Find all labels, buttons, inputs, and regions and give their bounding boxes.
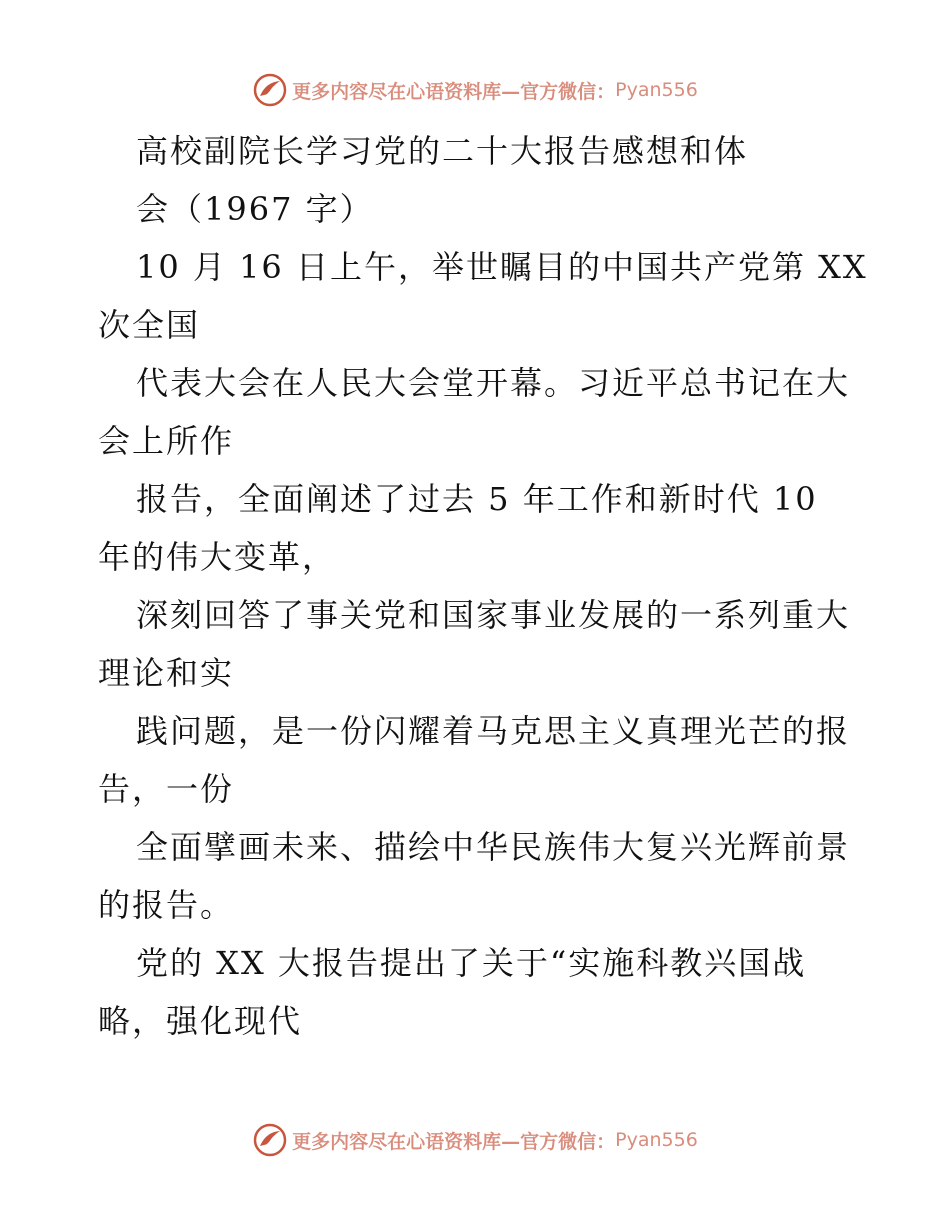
header-watermark <box>0 70 950 110</box>
paragraph-line: 报告，全面阐述了过去 5 年工作和新时代 10 <box>136 480 818 518</box>
title-line-2: 会（1967 字） <box>136 190 374 228</box>
paragraph-line: 告，一份 <box>98 770 235 808</box>
paragraph-line: 践问题，是一份闪耀着马克思主义真理光芒的报 <box>136 712 851 750</box>
watermark-logo-icon <box>252 1122 288 1158</box>
paragraph-line: 略，强化现代 <box>98 1002 303 1040</box>
paragraph-line: 次全国 <box>98 306 201 344</box>
watermark-wechat-id: Pyan556 <box>615 79 698 101</box>
watermark-text: 更多内容尽在心语资料库—官方微信： <box>292 1130 616 1153</box>
paragraph-line: 理论和实 <box>98 654 235 692</box>
watermark-text: 更多内容尽在心语资料库—官方微信： <box>292 80 616 103</box>
title-line-1: 高校副院长学习党的二十大报告感想和体 <box>136 132 749 170</box>
watermark-wechat-id: Pyan556 <box>615 1129 698 1151</box>
paragraph-line: 党的 XX 大报告提出了关于“实施科教兴国战 <box>136 944 807 982</box>
paragraph-line: 全面擘画未来、描绘中华民族伟大复兴光辉前景 <box>136 828 851 866</box>
paragraph-line: 的报告。 <box>98 886 235 924</box>
paragraph-line: 深刻回答了事关党和国家事业发展的一系列重大 <box>136 596 851 634</box>
footer-watermark <box>0 1120 950 1160</box>
paragraph-line: 代表大会在人民大会堂开幕。习近平总书记在大 <box>136 364 851 402</box>
watermark-logo-icon <box>252 72 288 108</box>
paragraph-line: 10 月 16 日上午，举世瞩目的中国共产党第 XX <box>136 248 868 286</box>
paragraph-line: 会上所作 <box>98 422 235 460</box>
document-body <box>98 122 868 1050</box>
paragraph-line: 年的伟大变革， <box>98 538 337 576</box>
